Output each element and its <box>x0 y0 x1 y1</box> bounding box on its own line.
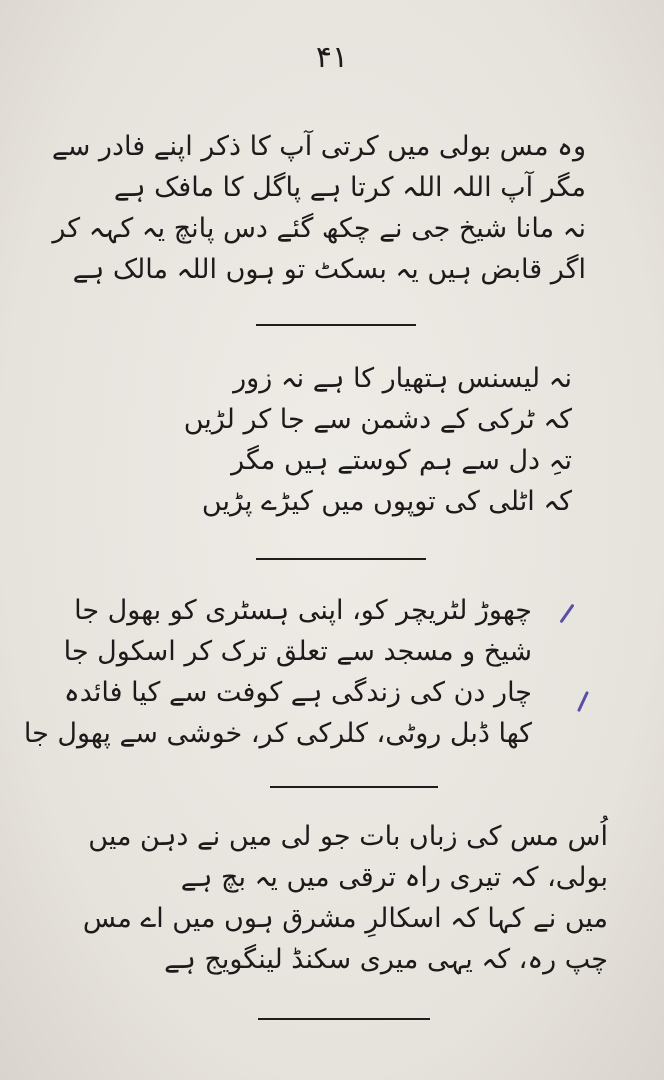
stanza-1 <box>52 126 586 290</box>
stanza-2 <box>184 358 572 522</box>
verse-line: چار دن کی زندگی ہے کوفت سے کیا فائدہ <box>63 677 532 708</box>
verse-line: اُس مس کی زباں بات جو لی میں نے دہن میں <box>88 821 608 852</box>
verse-line: شیخ و مسجد سے تعلق ترک کر اسکول جا <box>63 636 532 667</box>
stanza-4 <box>83 816 608 980</box>
pen-mark-icon <box>559 604 574 624</box>
verse-line: چھوڑ لٹریچر کو، اپنی ہسٹری کو بھول جا <box>74 595 532 626</box>
verse-line: کھا ڈبل روٹی، کلرکی کر، خوشی سے پھول جا <box>23 718 532 749</box>
stanza-divider <box>258 1018 430 1020</box>
verse-line: وہ مس بولی میں کرتی آپ کا ذکر اپنے فادر سے <box>51 131 586 162</box>
verse-line: نہ لیسنس ہتھیار کا ہے نہ زور <box>233 363 572 394</box>
verse-line: میں نے کہا کہ اسکالرِ مشرق ہوں میں اے مس <box>82 903 608 934</box>
verse-line: تہِ دل سے ہم کوستے ہیں مگر <box>231 445 572 476</box>
stanza-divider <box>256 324 416 326</box>
verse-line: مگر آپ اللہ اللہ کرتا ہے پاگل کا مافک ہے <box>113 172 586 203</box>
verse-line: نہ مانا شیخ جی نے چکھ گئے دس پانچ یہ کہہ کر <box>52 213 586 244</box>
verse-line: چپ رہ، کہ یہی میری سکنڈ لینگویج ہے <box>164 944 608 975</box>
verse-line: کہ ٹرکی کے دشمن سے جا کر لڑیں <box>183 404 572 435</box>
stanza-3 <box>24 590 532 754</box>
pen-mark-icon <box>577 691 589 712</box>
stanza-divider <box>270 786 438 788</box>
verse-line: اگر قابض ہیں یہ بسکٹ تو ہوں اللہ مالک ہے <box>72 254 586 285</box>
verse-line: بولی، کہ تیری راہ ترقی میں یہ بچ ہے <box>180 862 608 893</box>
verse-line: کہ اٹلی کی توپوں میں کیڑے پڑیں <box>201 486 572 517</box>
stanza-divider <box>256 558 426 560</box>
page-number: ۴۱ <box>315 40 349 75</box>
